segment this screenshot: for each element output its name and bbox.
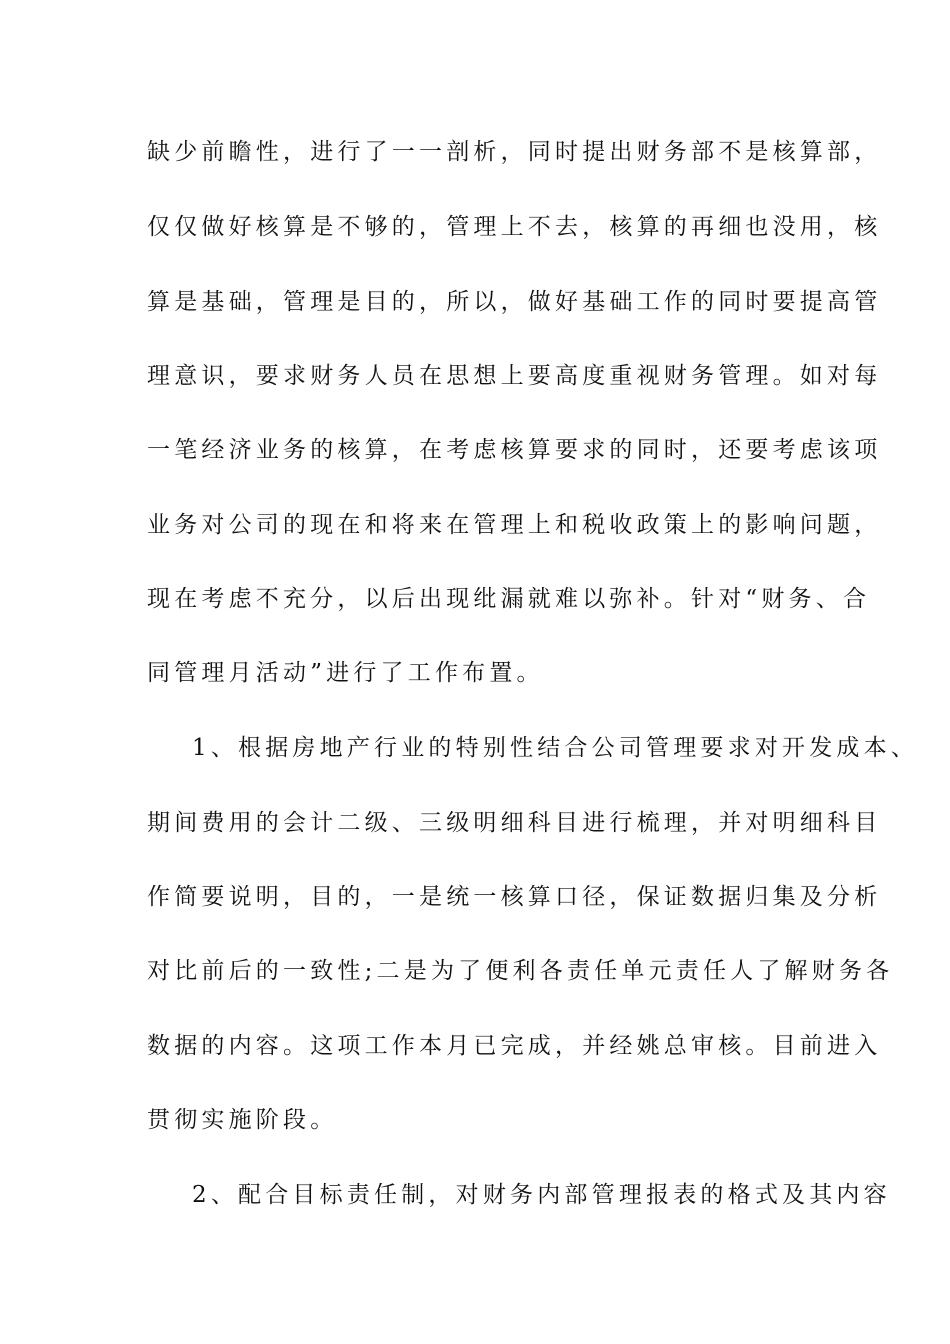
text-line: 期间费用的会计二级、三级明细科目进行梳理，并对明细科目 bbox=[147, 810, 882, 836]
text-line: 仅仅做好核算是不够的，管理上不去，核算的再细也没用，核 bbox=[147, 214, 882, 240]
text-line: 业务对公司的现在和将来在管理上和税收政策上的影响问题， bbox=[147, 512, 882, 538]
text-line: 缺少前瞻性，进行了一一剖析，同时提出财务部不是核算部， bbox=[147, 139, 882, 165]
list-item-2-line: 2、配合目标责任制，对财务内部管理报表的格式及其内容 bbox=[192, 1182, 891, 1208]
text-line: 一笔经济业务的核算，在考虑核算要求的同时，还要考虑该项 bbox=[147, 437, 882, 463]
text-line: 数据的内容。这项工作本月已完成，并经姚总审核。目前进入 bbox=[147, 1033, 882, 1059]
text-line: 作简要说明，目的，一是统一核算口径，保证数据归集及分析 bbox=[147, 884, 882, 910]
text-line: 现在考虑不充分，以后出现纰漏就难以弥补。针对“财务、合 bbox=[147, 586, 871, 612]
text-line: 对比前后的一致性;二是为了便利各责任单元责任人了解财务各 bbox=[147, 958, 894, 984]
text-line: 理意识，要求财务人员在思想上要高度重视财务管理。如对每 bbox=[147, 363, 882, 389]
list-item-1-line: 1、根据房地产行业的特别性结合公司管理要求对开发成本、 bbox=[192, 735, 919, 761]
text-line: 算是基础，管理是目的，所以，做好基础工作的同时要提高管 bbox=[147, 289, 882, 315]
text-line: 贯彻实施阶段。 bbox=[147, 1107, 338, 1133]
text-line: 同管理月活动”进行了工作布置。 bbox=[147, 660, 544, 686]
